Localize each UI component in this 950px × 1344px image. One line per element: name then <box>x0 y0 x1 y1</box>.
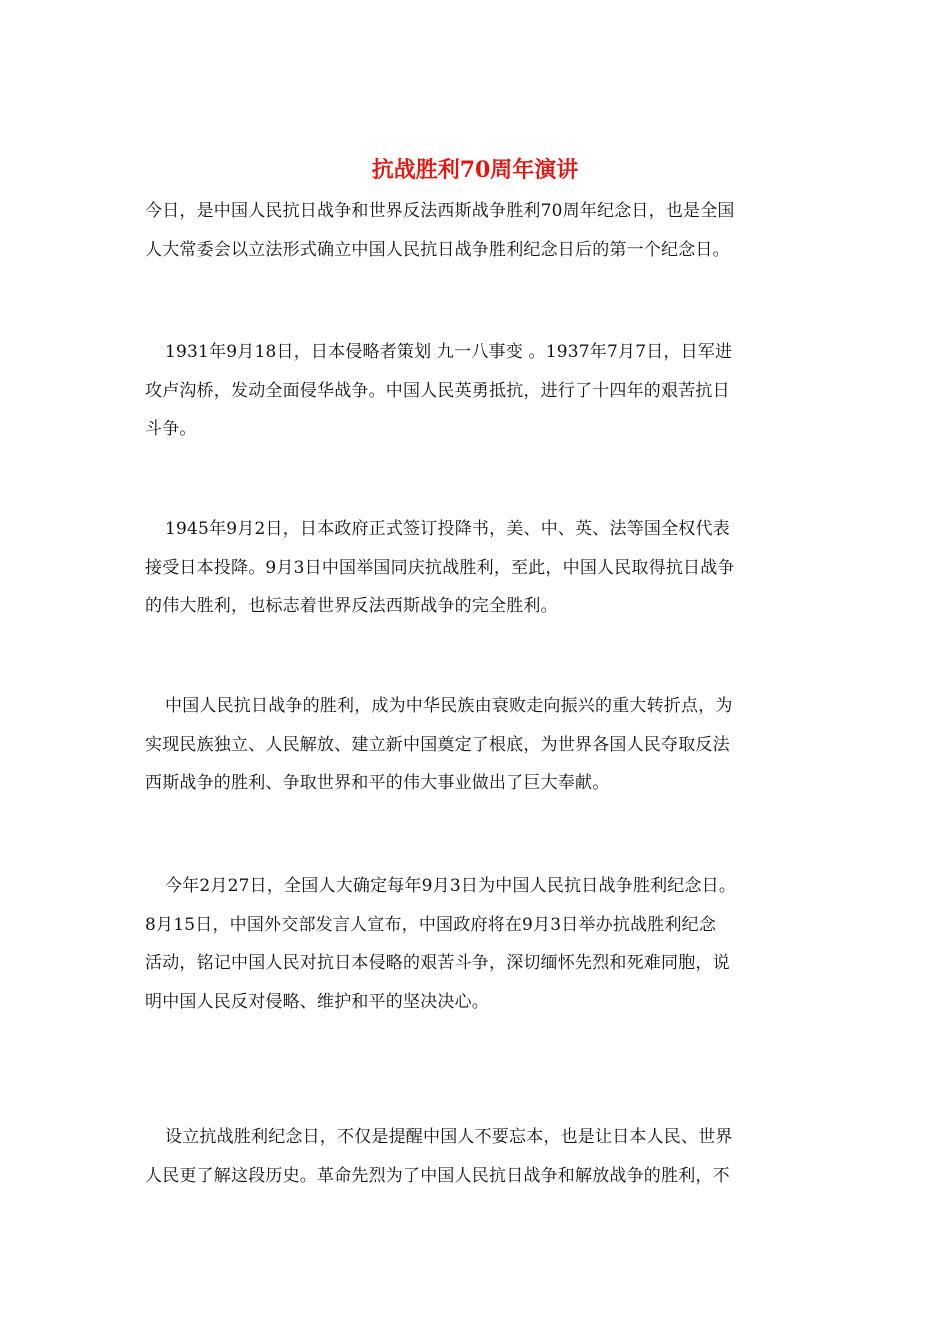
paragraph-line: 攻卢沟桥，发动全面侵华战争。中国人民英勇抵抗，进行了十四年的艰苦抗日 <box>145 380 730 401</box>
paragraph-4 <box>145 687 810 803</box>
paragraph-line: 今日，是中国人民抗日战争和世界反法西斯战争胜利70周年纪念日，也是全国 <box>145 201 735 221</box>
paragraph-line: 接受日本投降。9月3日中国举国同庆抗战胜利，至此，中国人民取得抗日战争 <box>145 557 735 578</box>
paragraph-line: 人大常委会以立法形式确立中国人民抗日战争胜利纪念日后的第一个纪念日。 <box>145 239 730 260</box>
paragraph-line: 的伟大胜利，也标志着世界反法西斯战争的完全胜利。 <box>145 596 558 616</box>
paragraph-line: 1945年9月2日，日本政府正式签订投降书，美、中、英、法等国全权代表 <box>165 519 730 539</box>
paragraph-line: 人民更了解这段历史。革命先烈为了中国人民抗日战争和解放战争的胜利，不 <box>145 1165 730 1186</box>
document-title: 抗战胜利70周年演讲 <box>371 157 579 183</box>
paragraph-line: 活动，铭记中国人民对抗日本侵略的艰苦斗争，深切缅怀先烈和死难同胞，说 <box>145 953 730 973</box>
paragraph-1 <box>145 192 810 269</box>
paragraph-line: 8月15日，中国外交部发言人宣布，中国政府将在9月3日举办抗战胜利纪念 <box>145 914 717 935</box>
paragraph-line: 斗争。 <box>145 419 197 439</box>
paragraph-3 <box>145 510 810 626</box>
paragraph-line: 明中国人民反对侵略、维护和平的坚决决心。 <box>145 991 489 1012</box>
paragraph-6 <box>145 1118 810 1195</box>
paragraph-line: 中国人民抗日战争的胜利，成为中华民族由衰败走向振兴的重大转折点，为 <box>165 696 733 716</box>
paragraph-line: 西斯战争的胜利、争取世界和平的伟大事业做出了巨大奉献。 <box>145 773 610 793</box>
paragraph-line: 今年2月27日，全国人大确定每年9月3日为中国人民抗日战争胜利纪念日。 <box>165 876 737 896</box>
paragraph-2 <box>145 333 810 449</box>
paragraph-line: 1931年9月18日，日本侵略者策划 九一八事变 。1937年7月7日，日军进 <box>165 342 733 362</box>
paragraph-line: 设立抗战胜利纪念日，不仅是提醒中国人不要忘本，也是让日本人民、世界 <box>165 1127 733 1147</box>
paragraph-line: 实现民族独立、人民解放、建立新中国奠定了根底，为世界各国人民夺取反法 <box>145 734 730 755</box>
paragraph-5 <box>145 867 810 1021</box>
